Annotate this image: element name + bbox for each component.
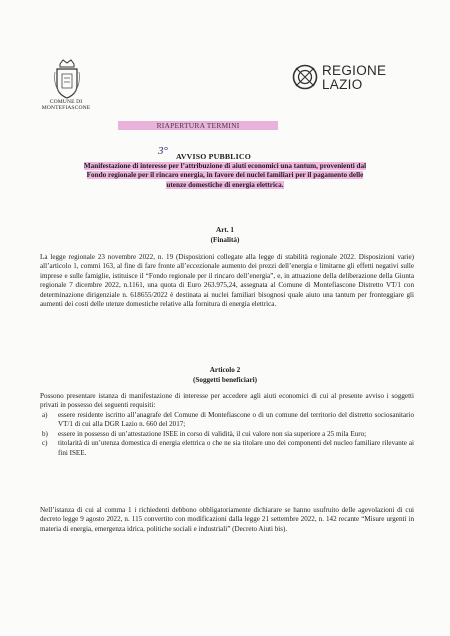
- list-marker: b): [42, 429, 48, 438]
- requirements-list: [40, 411, 414, 458]
- comune-crest-logo: [52, 58, 82, 100]
- list-item: [40, 411, 414, 430]
- manifestazione-heading: [44, 162, 406, 190]
- art1-subtitle: (Finalità): [210, 235, 240, 244]
- reopening-stamp: RIAPERTURA TERMINI: [118, 121, 278, 130]
- art2-closing-paragraph: Nell’istanza di cui al comma 1 i richiedenti debbono obbligatoriamente dichiarare se hanno usufruito delle agevolazioni di cui decreto legge 9 agosto 2022, n. 115 convertito con modificazioni dalla legge 21 settembre 2022, n. 142 recante “Misure urgenti in materia di energia, emergenza idrica, politiche sociali e industriali” (Decreto Aiuti bis).: [40, 506, 414, 533]
- regione-line2: LAZIO: [322, 76, 363, 92]
- regione-lazio-logo: [292, 64, 318, 90]
- art2-heading: [0, 366, 450, 385]
- art1-paragraph: La legge regionale 23 novembre 2022, n. 19 (Disposizioni collegate alla legge di stabilità regionale 2022. Disposizioni varie) all’articolo 1, commi 163, al fine di fare fronte all’eccezionale aumento dei prezzi dell’energia e limitarne gli effetti negativi sulle imprese e sulle famiglie, istituisce il “Fondo regionale per il rincaro dell’energia”, e, in attuazione della deliberazione della Giunta regionale 7 dicembre 2022, n.1161, una quota di Euro 263.975,24, assegnata al Comune di Montefiascone Distretto VT/1 con determinazione dirigenziale n. 618655/2022 è destinata ai nuclei familiari bisognosi quale aiuto una tantum per fronteggiare gli aumenti dei costi delle utenze domestiche relative alla fornitura di energia elettrica.: [40, 253, 414, 309]
- art2-intro: Possono presentare istanza di manifestazione di interesse per accedere agli aiuti economici di cui al presente avviso i soggetti privati in possesso dei seguenti requisiti:: [40, 392, 414, 410]
- avviso-number: 3°: [158, 145, 168, 157]
- list-item-text: titolarità di un’utenza domestica di energia elettrica o che ne sia titolare uno dei componenti del nucleo familiare rilevante ai fini ISEE.: [58, 439, 414, 457]
- art2-title: Articolo 2: [209, 366, 241, 374]
- comune-name-line1: COMUNE DI: [49, 99, 83, 105]
- art1-heading: [0, 226, 450, 245]
- manifestazione-line3: utenze domestiche di energia elettrica.: [166, 180, 284, 189]
- regione-line1: REGIONE: [322, 63, 387, 78]
- art2-subtitle: (Soggetti beneficiari): [192, 375, 258, 384]
- list-item-text: essere residente iscritto all’anagrafe del Comune di Montefiascone o di un comune del territorio del distretto sociosanitario VT/1 di cui alla DGR Lazio n. 660 del 2017;: [58, 411, 414, 429]
- list-item-text: essere in possesso di un’attestazione ISEE in corso di validità, il cui valore non sia superiore a 25 mila Euro;: [58, 429, 367, 438]
- manifestazione-line2: Fondo regionale per il rincaro energia, in favore dei nuclei familiari per il pagamento delle: [86, 171, 364, 180]
- list-item: [40, 439, 414, 458]
- list-marker: a): [42, 411, 48, 419]
- comune-name-line2: MONTEFIASCONE: [41, 105, 91, 112]
- list-marker: c): [42, 439, 48, 448]
- regione-lazio-wordmark: [322, 64, 386, 91]
- manifestazione-line1: Manifestazione di interesse per l’attribuzione di aiuti economici una tantum, provenienti dal: [83, 162, 367, 170]
- art1-title: Art. 1: [216, 226, 234, 234]
- list-item: [40, 430, 414, 439]
- comune-name: [38, 99, 94, 111]
- avviso-title: AVVISO PUBBLICO: [176, 152, 251, 161]
